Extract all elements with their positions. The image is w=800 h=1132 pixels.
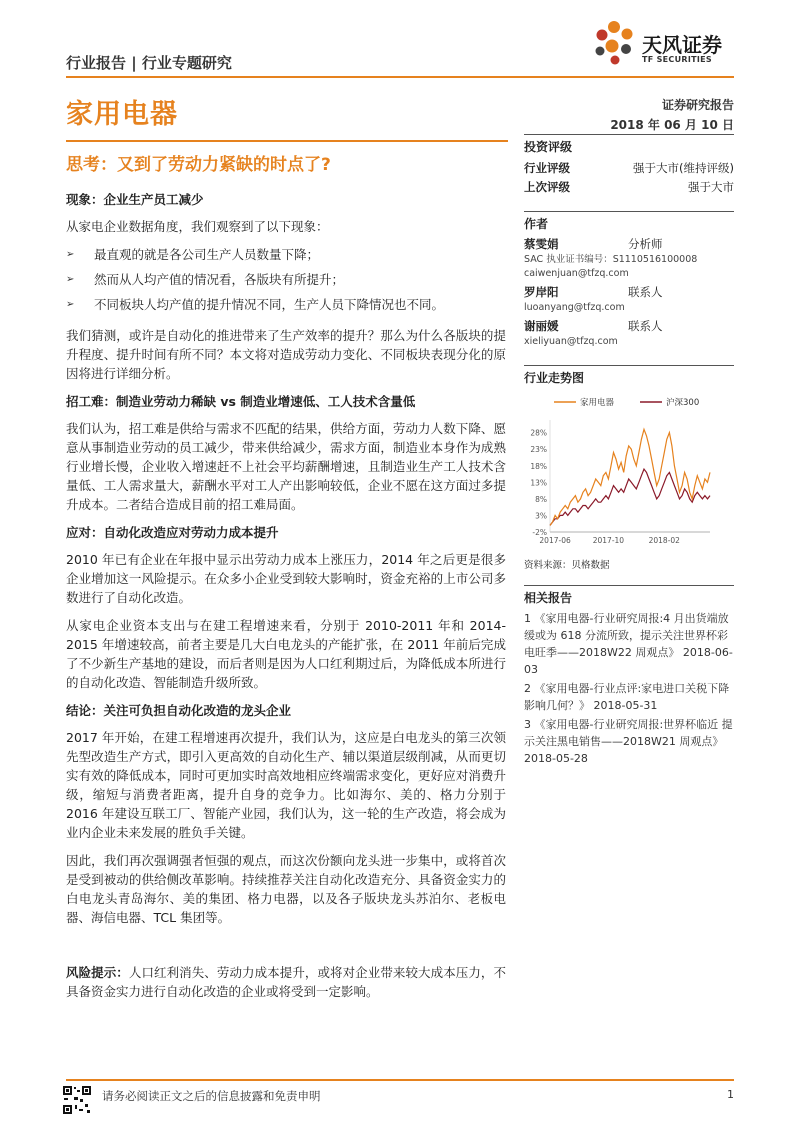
footer-disclaimer: 请务必阅读正文之后的信息披露和免责申明 bbox=[102, 1089, 321, 1103]
risk-warning: 风险提示：人口红利消失、劳动力成本提升，或将对企业带来较大成本压力，不具备资金实力进行自动化改造的企业或将受到一定影响。 bbox=[66, 965, 506, 999]
paragraph: 我们认为，招工难是供给与需求不匹配的结果，供给方面，劳动力人数下降、愿意从事制造业劳动的员工减少，带来供给减少，需求方面，制造业本身作为成熟行业增长慢，企业收入增速赶不上社会平均薪酬增速，且制造业生产工人技术含量低、工人需求量大，薪酬水平对工人产出影响较低，企业不愿在这方面过多提升成本。二者结合造成目前的招工难局面。 bbox=[66, 421, 506, 512]
page-title: 家用电器 bbox=[66, 99, 178, 130]
x-tick-label: 2017-10 bbox=[592, 536, 625, 545]
y-tick-label: -2% bbox=[532, 528, 547, 537]
y-tick-label: 3% bbox=[535, 511, 547, 521]
x-tick-label: 2017-06 bbox=[539, 536, 571, 545]
header-divider bbox=[66, 76, 734, 78]
author-email[interactable]: caiwenjuan@tfzq.com bbox=[524, 268, 629, 279]
authors-heading: 作者 bbox=[524, 211, 734, 232]
logo-chinese-name: 天风证券 bbox=[642, 33, 722, 57]
chart-source: 资料来源：贝格数据 bbox=[524, 560, 610, 571]
legend-label: 家用电器 bbox=[580, 398, 615, 408]
page-number: 1 bbox=[727, 1088, 734, 1101]
bullet-item: ➢ 不同板块人均产值的提升情况不同，生产人员下降情况也不同。 bbox=[66, 297, 445, 312]
section-heading-phenomenon: 现象：企业生产员工减少 bbox=[66, 192, 204, 207]
section-heading-labor-shortage: 招工难：制造业劳动力稀缺 vs 制造业增速低、工人技术含量低 bbox=[66, 394, 416, 409]
author-email[interactable]: xieliyuan@tfzq.com bbox=[524, 336, 618, 347]
arrow-bullet-icon: ➢ bbox=[66, 274, 75, 285]
series-line bbox=[550, 429, 710, 525]
trend-chart-svg bbox=[524, 392, 724, 552]
paragraph: 因此，我们再次强调强者恒强的观点，而这次份额向龙头进一步集中，或将首次是受到被动的供给侧改革影响。持续推荐关注自动化改造充分、具备资金实力的白电龙头青岛海尔、美的集团、格力电器，以及各子版块龙头苏泊尔、老板电器、海信电器、TCL 集团等。 bbox=[66, 853, 506, 925]
title-divider bbox=[66, 140, 508, 142]
rating-row: 上次评级 强于大市 bbox=[524, 180, 734, 194]
author-entry: 罗岸阳 联系人 luoanyang@tfzq.com bbox=[524, 284, 734, 315]
paragraph: 我们猜测，或许是自动化的推进带来了生产效率的提升？那么为什么各版块的提升程度、提升时间有所不同？本文将对造成劳动力变化、不同板块表现分化的原因将进行详细分析。 bbox=[66, 328, 506, 381]
y-tick-label: 28% bbox=[530, 428, 547, 438]
author-email[interactable]: luoanyang@tfzq.com bbox=[524, 302, 625, 313]
rating-heading: 投资评级 bbox=[524, 134, 734, 155]
author-entry: 谢丽媛 联系人 xieliyuan@tfzq.com bbox=[524, 318, 734, 349]
paragraph: 从家电企业资本支出与在建工程增速来看，分别于 2010-2011 年和 2014-2015 年增速较高，前者主要是几大白电龙头的产能扩张，在 2011 年前后完成了不少新生产基地的建设，而后者则是因为人口红利期过后，为降低成本所进行的自动化改造、智能制造升级所致。 bbox=[66, 618, 506, 690]
related-report-link[interactable]: 3 《家用电器-行业研究周报:世界杯临近 提示关注黑电销售——2018W21 周观点》 2018-05-28 bbox=[524, 718, 733, 765]
company-logo bbox=[590, 18, 740, 72]
related-report-link[interactable]: 1 《家用电器-行业研究周报:4 月出货端放缓或为 618 分流所致，提示关注世界杯彩电旺季——2018W22 周观点》 2018-06-03 bbox=[524, 612, 733, 676]
trend-chart-heading: 行业走势图 bbox=[524, 365, 734, 386]
related-report-link[interactable]: 2 《家用电器-行业点评:家电进口关税下降影响几何？》 2018-05-31 bbox=[524, 682, 730, 712]
related-heading: 相关报告 bbox=[524, 585, 734, 606]
report-category: 行业报告 | 行业专题研究 bbox=[66, 54, 232, 72]
section-heading-conclusion: 结论：关注可负担自动化改造的龙头企业 bbox=[66, 703, 292, 718]
legend-label: 沪深300 bbox=[666, 398, 700, 408]
bullet-item: ➢ 最直观的就是各公司生产人员数量下降； bbox=[66, 247, 320, 262]
trend-chart bbox=[524, 392, 734, 555]
report-date: 2018 年 06 月 10 日 bbox=[610, 118, 734, 132]
arrow-bullet-icon: ➢ bbox=[66, 299, 75, 310]
paragraph: 从家电企业数据角度，我们观察到了以下现象： bbox=[66, 219, 329, 234]
sidebar bbox=[524, 134, 734, 769]
y-tick-label: 8% bbox=[535, 494, 547, 504]
report-type: 证券研究报告 bbox=[661, 98, 734, 112]
paragraph: 2017 年开始，在建工程增速再次提升，我们认为，这应是白电龙头的第三次领先型改造生产方式，即引入更高效的自动化生产、辅以渠道层级削减，从而更切实有效的降低成本，同时可更加实时高效地相应终端需求变化，更好应对消费升级，缩短与消费者距离，提升自身的竞争力。比如海尔、美的、格力分别于 2016 年建设互联工厂、智能产业园，我们认为，这一轮的生产改造，将会成为业内企业未来发展的胜负手关键。 bbox=[66, 730, 506, 840]
main-content bbox=[66, 190, 506, 1010]
y-tick-label: 18% bbox=[530, 461, 547, 471]
y-tick-label: 23% bbox=[530, 445, 547, 455]
y-tick-label: 13% bbox=[530, 478, 547, 488]
bullet-item: ➢ 然而从人均产值的情况看，各版块有所提升； bbox=[66, 272, 345, 287]
logo-mark-icon bbox=[590, 18, 638, 68]
paragraph: 2010 年已有企业在年报中显示出劳动力成本上涨压力，2014 年之后更是很多企业增加这一风险提示。在众多小企业受到较大影响时，资金充裕的上市公司多数进行了自动化改造。 bbox=[66, 552, 506, 605]
author-entry: 蔡雯娟 分析师 SAC 执业证书编号：S1110516100008 caiwenjuan@tfzq.com bbox=[524, 236, 734, 281]
rating-row: 行业评级 强于大市(维持评级) bbox=[524, 161, 734, 175]
article-title: 思考：又到了劳动力紧缺的时点了? bbox=[66, 155, 331, 175]
qr-code-icon bbox=[62, 1085, 92, 1115]
arrow-bullet-icon: ➢ bbox=[66, 249, 75, 260]
logo-english-name: TF SECURITIES bbox=[642, 55, 712, 64]
x-tick-label: 2018-02 bbox=[648, 536, 680, 545]
footer-divider bbox=[66, 1079, 734, 1081]
section-heading-automation: 应对：自动化改造应对劳动力成本提升 bbox=[66, 525, 279, 540]
